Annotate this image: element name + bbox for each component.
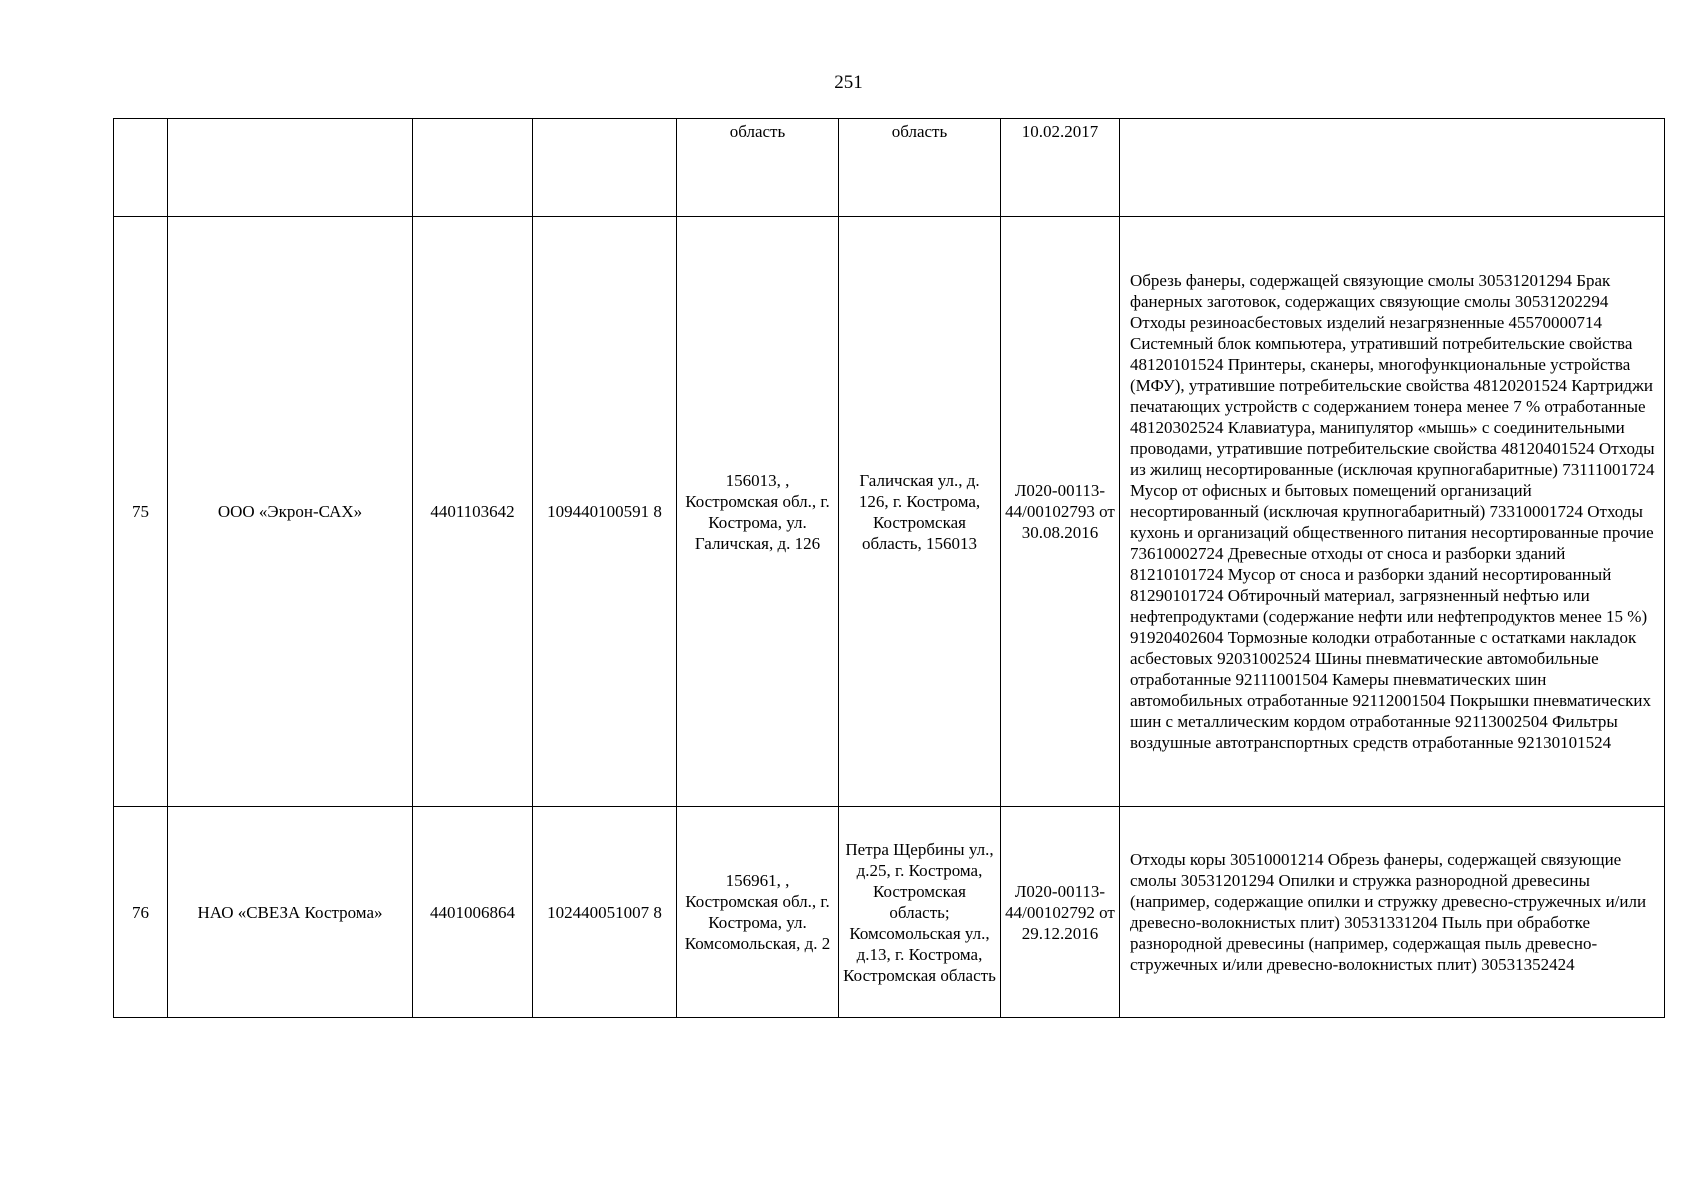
row-number-cell: 76 — [114, 807, 168, 1018]
organization-name-cell — [168, 119, 413, 217]
legal-address-cell: область — [677, 119, 839, 217]
legal-address-cell: 156961, , Костромская обл., г. Кострома, ул. Комсомольская, д. 2 — [677, 807, 839, 1018]
waste-types-cell: Отходы коры 30510001214 Обрезь фанеры, содержащей связующие смолы 30531201294 Опилки и стружка разнородной древесины (например, содержащие опилки и стружку древесно-стружечных и/или древесно-волокнистых плит) 30531331204 Пыль при обработке разнородной древесины (например, содержащая пыль древесно-стружечных и/или древесно-волокнистых плит) 30531352424 — [1120, 807, 1665, 1018]
license-cell: Л020-00113-44/00102792 от 29.12.2016 — [1001, 807, 1120, 1018]
inn-cell: 4401103642 — [413, 217, 533, 807]
inn-cell — [413, 119, 533, 217]
ogrn-cell: 102440051007 8 — [533, 807, 677, 1018]
legal-address-cell: 156013, , Костромская обл., г. Кострома, ул. Галичская, д. 126 — [677, 217, 839, 807]
ogrn-cell — [533, 119, 677, 217]
license-cell: 10.02.2017 — [1001, 119, 1120, 217]
activity-location-cell: область — [839, 119, 1001, 217]
row-number-cell — [114, 119, 168, 217]
activity-location-cell: Петра Щербины ул., д.25, г. Кострома, Костромская область; Комсомольская ул., д.13, г. Кострома, Костромская область — [839, 807, 1001, 1018]
waste-types-cell — [1120, 119, 1665, 217]
activity-location-cell: Галичская ул., д. 126, г. Кострома, Костромская область, 156013 — [839, 217, 1001, 807]
row-number-cell: 75 — [114, 217, 168, 807]
table-row — [114, 217, 1665, 807]
inn-cell: 4401006864 — [413, 807, 533, 1018]
waste-license-registry-table — [113, 118, 1665, 1018]
ogrn-cell: 109440100591 8 — [533, 217, 677, 807]
organization-name-cell: ООО «Экрон-САХ» — [168, 217, 413, 807]
license-cell: Л020-00113-44/00102793 от 30.08.2016 — [1001, 217, 1120, 807]
organization-name-cell: НАО «СВЕЗА Кострома» — [168, 807, 413, 1018]
page-number: 251 — [834, 72, 863, 93]
table-row — [114, 119, 1665, 217]
table-row — [114, 807, 1665, 1018]
waste-types-cell: Обрезь фанеры, содержащей связующие смолы 30531201294 Брак фанерных заготовок, содержащих связующие смолы 30531202294 Отходы резиноасбестовых изделий незагрязненные 45570000714 Системный блок компьютера, утративший потребительские свойства 48120101524 Принтеры, сканеры, многофункциональные устройства (МФУ), утратившие потребительские свойства 48120201524 Картриджи печатающих устройств с содержанием тонера менее 7 % отработанные 48120302524 Клавиатура, манипулятор «мышь» с соединительными проводами, утратившие потребительские свойства 48120401524 Отходы из жилищ несортированные (исключая крупногабаритные) 73111001724 Мусор от офисных и бытовых помещений организаций несортированный (исключая крупногабаритный) 73310001724 Отходы кухонь и организаций общественного питания несортированные прочие 73610002724 Древесные отходы от сноса и разборки зданий 81210101724 Мусор от сноса и разборки зданий несортированный 81290101724 Обтирочный материал, загрязненный нефтью или нефтепродуктами (содержание нефти или нефтепродуктов менее 15 %) 91920402604 Тормозные колодки отработанные с остатками накладок асбестовых 92031002524 Шины пневматические автомобильные отработанные 92111001504 Камеры пневматических шин автомобильных отработанные 92112001504 Покрышки пневматических шин с металлическим кордом отработанные 92113002504 Фильтры воздушные автотранспортных средств отработанные 92130101524 — [1120, 217, 1665, 807]
